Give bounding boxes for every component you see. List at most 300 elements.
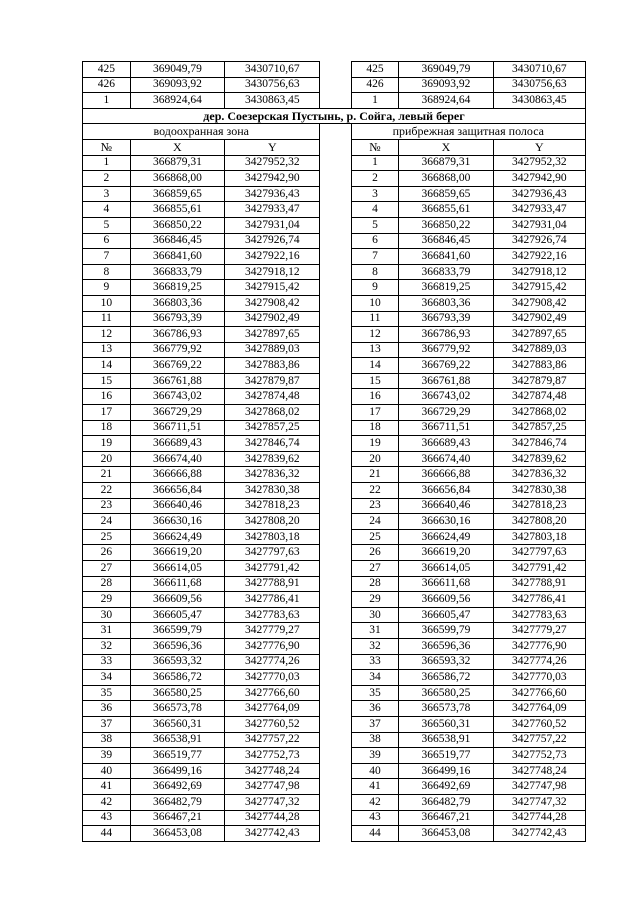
right-point-number: 43 [351, 810, 399, 826]
column-gap [320, 358, 351, 374]
section-title: дер. Соезерская Пустынь, р. Сойга, левый берег [83, 108, 586, 124]
left-point-number: 8 [83, 264, 131, 280]
table-row [83, 420, 586, 436]
left-point-number: 1 [83, 155, 131, 171]
right-x-value: 366879,31 [399, 155, 493, 171]
left-point-number: 3 [83, 186, 131, 202]
right-point-number: 32 [351, 638, 399, 654]
right-y-value: 3427774,26 [493, 654, 585, 670]
left-x-value: 366630,16 [130, 514, 224, 530]
left-point-number: 35 [83, 685, 131, 701]
left-point-number: 5 [83, 217, 131, 233]
right-y-value: 3427808,20 [493, 514, 585, 530]
left-y-value: 3427752,73 [225, 748, 320, 764]
right-x-value: 366868,00 [399, 171, 493, 187]
right-y-value: 3427933,47 [493, 202, 585, 218]
left-zone-caption: водоохранная зона [83, 124, 320, 140]
left-y-value: 3427760,52 [225, 716, 320, 732]
left-point-number: 11 [83, 311, 131, 327]
table-row [83, 280, 586, 296]
column-gap [320, 311, 351, 327]
left-y-value: 3427902,49 [225, 311, 320, 327]
right-point-number: 27 [351, 561, 399, 577]
right-x-value: 366859,65 [399, 186, 493, 202]
right-point-number: 21 [351, 467, 399, 483]
column-gap [320, 93, 351, 109]
right-y-value: 3427818,23 [493, 498, 585, 514]
right-x-value: 366593,32 [399, 654, 493, 670]
left-x-value: 366833,79 [130, 264, 224, 280]
right-x-value: 366453,08 [399, 826, 493, 842]
right-point-number: 23 [351, 498, 399, 514]
column-gap [320, 623, 351, 639]
column-gap [320, 779, 351, 795]
right-point-number: 3 [351, 186, 399, 202]
right-y-value: 3427788,91 [493, 576, 585, 592]
left-point-number: 36 [83, 701, 131, 717]
right-point-number: 35 [351, 685, 399, 701]
column-header-row [83, 139, 586, 155]
table-row [83, 498, 586, 514]
right-y-value: 3427931,04 [493, 217, 585, 233]
left-x-value: 368924,64 [130, 93, 224, 109]
left-y-value: 3427857,25 [225, 420, 320, 436]
left-point-number: 12 [83, 327, 131, 343]
table-row [83, 810, 586, 826]
left-point-number: 41 [83, 779, 131, 795]
right-y-value: 3427748,24 [493, 763, 585, 779]
left-point-number: 34 [83, 670, 131, 686]
right-y-value: 3427846,74 [493, 436, 585, 452]
left-y-value: 3427808,20 [225, 514, 320, 530]
right-y-value: 3430710,67 [493, 62, 585, 78]
left-y-value: 3427933,47 [225, 202, 320, 218]
column-gap [320, 327, 351, 343]
left-x-value: 369049,79 [130, 62, 224, 78]
right-point-number: 36 [351, 701, 399, 717]
table-row [83, 529, 586, 545]
right-y-value: 3427776,90 [493, 638, 585, 654]
left-x-value: 366609,56 [130, 592, 224, 608]
right-x-value: 366779,92 [399, 342, 493, 358]
left-y-value: 3427748,24 [225, 763, 320, 779]
left-point-number: 6 [83, 233, 131, 249]
table-row [83, 514, 586, 530]
right-x-value: 366630,16 [399, 514, 493, 530]
table-row [83, 264, 586, 280]
section-title-row [83, 108, 586, 124]
right-y-value: 3427922,16 [493, 249, 585, 265]
left-x-value: 366599,79 [130, 623, 224, 639]
right-point-number: 12 [351, 327, 399, 343]
column-gap [320, 155, 351, 171]
left-point-number: 9 [83, 280, 131, 296]
left-y-value: 3427952,32 [225, 155, 320, 171]
right-point-number: 20 [351, 451, 399, 467]
column-gap [320, 545, 351, 561]
right-x-value: 366560,31 [399, 716, 493, 732]
column-gap [320, 264, 351, 280]
right-point-number: 7 [351, 249, 399, 265]
column-gap [320, 498, 351, 514]
left-y-value: 3430863,45 [225, 93, 320, 109]
right-point-number: 426 [351, 77, 399, 93]
left-x-value: 366859,65 [130, 186, 224, 202]
left-x-value: 366499,16 [130, 763, 224, 779]
table-row [83, 62, 586, 78]
right-y-value: 3427889,03 [493, 342, 585, 358]
left-y-value: 3427830,38 [225, 483, 320, 499]
right-x-value: 366467,21 [399, 810, 493, 826]
right-x-value: 366609,56 [399, 592, 493, 608]
left-point-number: 19 [83, 436, 131, 452]
left-x-value: 366879,31 [130, 155, 224, 171]
right-y-value: 3427830,38 [493, 483, 585, 499]
table-row [83, 93, 586, 109]
right-y-value: 3427857,25 [493, 420, 585, 436]
left-y-value: 3427879,87 [225, 373, 320, 389]
column-gap [320, 514, 351, 530]
right-point-number: 13 [351, 342, 399, 358]
left-x-value: 366674,40 [130, 451, 224, 467]
right-point-number: 16 [351, 389, 399, 405]
table-row [83, 670, 586, 686]
right-x-value: 369049,79 [399, 62, 493, 78]
right-point-number: 17 [351, 405, 399, 421]
table-row [83, 623, 586, 639]
right-point-number: 37 [351, 716, 399, 732]
left-y-value: 3427818,23 [225, 498, 320, 514]
right-x-value: 368924,64 [399, 93, 493, 109]
column-gap [320, 139, 351, 155]
table-row [83, 732, 586, 748]
table-row [83, 171, 586, 187]
left-point-number: 20 [83, 451, 131, 467]
right-point-number: 39 [351, 748, 399, 764]
right-x-value: 366761,88 [399, 373, 493, 389]
table-row [83, 685, 586, 701]
table-row [83, 654, 586, 670]
left-y-value: 3427757,22 [225, 732, 320, 748]
right-y-value: 3427797,63 [493, 545, 585, 561]
column-gap [320, 373, 351, 389]
right-x-value: 366743,02 [399, 389, 493, 405]
table-row [83, 779, 586, 795]
left-point-number: 1 [83, 93, 131, 109]
right-y-value: 3427752,73 [493, 748, 585, 764]
section-header-group [83, 108, 586, 155]
right-x-value: 366580,25 [399, 685, 493, 701]
left-point-number: 16 [83, 389, 131, 405]
column-gap [320, 794, 351, 810]
left-y-value: 3427868,02 [225, 405, 320, 421]
right-point-number: 26 [351, 545, 399, 561]
table-row [83, 467, 586, 483]
column-gap [320, 467, 351, 483]
left-x-value: 366640,46 [130, 498, 224, 514]
left-x-value: 366841,60 [130, 249, 224, 265]
right-y-value: 3427908,42 [493, 295, 585, 311]
left-point-number: 18 [83, 420, 131, 436]
right-point-number: 30 [351, 607, 399, 623]
right-point-number: 11 [351, 311, 399, 327]
column-gap [320, 701, 351, 717]
right-point-number: 40 [351, 763, 399, 779]
column-gap [320, 451, 351, 467]
left-y-value: 3427766,60 [225, 685, 320, 701]
table-row [83, 436, 586, 452]
left-x-value: 366605,47 [130, 607, 224, 623]
left-point-number: 24 [83, 514, 131, 530]
right-point-number: 5 [351, 217, 399, 233]
left-y-value: 3427874,48 [225, 389, 320, 405]
left-point-number: 2 [83, 171, 131, 187]
right-point-number: 24 [351, 514, 399, 530]
column-gap [320, 233, 351, 249]
left-point-number: 32 [83, 638, 131, 654]
left-y-value: 3427883,86 [225, 358, 320, 374]
right-point-number: 18 [351, 420, 399, 436]
table-row [83, 607, 586, 623]
column-gap [320, 436, 351, 452]
left-x-value: 366492,69 [130, 779, 224, 795]
table-row [83, 405, 586, 421]
left-x-value: 366596,36 [130, 638, 224, 654]
column-gap [320, 62, 351, 78]
right-y-value: 3427936,43 [493, 186, 585, 202]
column-gap [320, 420, 351, 436]
right-x-value: 366624,49 [399, 529, 493, 545]
left-y-value: 3427747,98 [225, 779, 320, 795]
table-row [83, 451, 586, 467]
right-point-number: 8 [351, 264, 399, 280]
column-gap [320, 763, 351, 779]
column-gap [320, 685, 351, 701]
right-x-value: 366611,68 [399, 576, 493, 592]
right-point-number: 15 [351, 373, 399, 389]
right-y-value: 3427770,03 [493, 670, 585, 686]
right-x-value: 366573,78 [399, 701, 493, 717]
right-x-value: 366786,93 [399, 327, 493, 343]
left-x-value: 366850,22 [130, 217, 224, 233]
left-y-value: 3427936,43 [225, 186, 320, 202]
right-y-value: 3427766,60 [493, 685, 585, 701]
right-point-number: 19 [351, 436, 399, 452]
right-point-number: 44 [351, 826, 399, 842]
right-y-value: 3427791,42 [493, 561, 585, 577]
right-x-value: 366640,46 [399, 498, 493, 514]
table-row [83, 576, 586, 592]
left-x-value: 366611,68 [130, 576, 224, 592]
left-point-number: 28 [83, 576, 131, 592]
coordinates-table [82, 61, 586, 842]
right-point-number: 42 [351, 794, 399, 810]
right-x-value: 366596,36 [399, 638, 493, 654]
right-x-value: 366850,22 [399, 217, 493, 233]
left-y-value: 3427922,16 [225, 249, 320, 265]
left-col-y-header: Y [225, 139, 320, 155]
right-point-number: 38 [351, 732, 399, 748]
left-point-number: 426 [83, 77, 131, 93]
right-x-value: 366492,69 [399, 779, 493, 795]
right-point-number: 31 [351, 623, 399, 639]
right-x-value: 366841,60 [399, 249, 493, 265]
right-y-value: 3427879,87 [493, 373, 585, 389]
right-x-value: 366499,16 [399, 763, 493, 779]
left-y-value: 3427942,90 [225, 171, 320, 187]
right-x-value: 369093,92 [399, 77, 493, 93]
table-row [83, 701, 586, 717]
left-point-number: 40 [83, 763, 131, 779]
left-point-number: 33 [83, 654, 131, 670]
column-gap [320, 654, 351, 670]
left-y-value: 3427846,74 [225, 436, 320, 452]
table-row [83, 389, 586, 405]
left-x-value: 366453,08 [130, 826, 224, 842]
left-col-number-header: № [83, 139, 131, 155]
table-row [83, 186, 586, 202]
left-x-value: 366803,36 [130, 295, 224, 311]
right-y-value: 3427786,41 [493, 592, 585, 608]
left-y-value: 3427788,91 [225, 576, 320, 592]
table-row [83, 155, 586, 171]
top-rows-group [83, 62, 586, 109]
right-y-value: 3427742,43 [493, 826, 585, 842]
right-x-value: 366674,40 [399, 451, 493, 467]
left-point-number: 22 [83, 483, 131, 499]
right-point-number: 10 [351, 295, 399, 311]
right-point-number: 22 [351, 483, 399, 499]
right-y-value: 3427918,12 [493, 264, 585, 280]
right-y-value: 3427874,48 [493, 389, 585, 405]
column-gap [320, 592, 351, 608]
table-row [83, 716, 586, 732]
table-row [83, 592, 586, 608]
right-y-value: 3430756,63 [493, 77, 585, 93]
left-x-value: 366793,39 [130, 311, 224, 327]
left-point-number: 38 [83, 732, 131, 748]
table-row [83, 483, 586, 499]
column-gap [320, 249, 351, 265]
right-point-number: 25 [351, 529, 399, 545]
left-y-value: 3427797,63 [225, 545, 320, 561]
right-x-value: 366656,84 [399, 483, 493, 499]
left-point-number: 21 [83, 467, 131, 483]
right-x-value: 366519,77 [399, 748, 493, 764]
right-point-number: 4 [351, 202, 399, 218]
column-gap [320, 483, 351, 499]
left-x-value: 366769,22 [130, 358, 224, 374]
column-gap [320, 826, 351, 842]
right-x-value: 366605,47 [399, 607, 493, 623]
right-y-value: 3427902,49 [493, 311, 585, 327]
table-row [83, 826, 586, 842]
right-y-value: 3427747,98 [493, 779, 585, 795]
left-y-value: 3427889,03 [225, 342, 320, 358]
column-gap [320, 638, 351, 654]
column-gap [320, 280, 351, 296]
column-gap [320, 295, 351, 311]
right-x-value: 366855,61 [399, 202, 493, 218]
right-x-value: 366729,29 [399, 405, 493, 421]
left-point-number: 44 [83, 826, 131, 842]
right-x-value: 366666,88 [399, 467, 493, 483]
zone-captions-row [83, 124, 586, 140]
column-gap [320, 77, 351, 93]
right-x-value: 366482,79 [399, 794, 493, 810]
left-point-number: 42 [83, 794, 131, 810]
left-x-value: 366761,88 [130, 373, 224, 389]
left-y-value: 3427776,90 [225, 638, 320, 654]
left-point-number: 425 [83, 62, 131, 78]
table-row [83, 202, 586, 218]
left-x-value: 366519,77 [130, 748, 224, 764]
table-row [83, 373, 586, 389]
column-gap [320, 529, 351, 545]
right-col-number-header: № [351, 139, 399, 155]
right-y-value: 3430863,45 [493, 93, 585, 109]
column-gap [320, 171, 351, 187]
left-point-number: 25 [83, 529, 131, 545]
right-y-value: 3427783,63 [493, 607, 585, 623]
table-row [83, 77, 586, 93]
right-y-value: 3427757,22 [493, 732, 585, 748]
column-gap [320, 202, 351, 218]
right-x-value: 366599,79 [399, 623, 493, 639]
right-y-value: 3427926,74 [493, 233, 585, 249]
right-point-number: 6 [351, 233, 399, 249]
table-row [83, 217, 586, 233]
table-row [83, 794, 586, 810]
table-row [83, 763, 586, 779]
coordinate-rows-group [83, 155, 586, 841]
right-y-value: 3427897,65 [493, 327, 585, 343]
right-x-value: 366769,22 [399, 358, 493, 374]
right-point-number: 41 [351, 779, 399, 795]
left-x-value: 366586,72 [130, 670, 224, 686]
table-row [83, 233, 586, 249]
left-y-value: 3427803,18 [225, 529, 320, 545]
left-y-value: 3427779,27 [225, 623, 320, 639]
left-point-number: 17 [83, 405, 131, 421]
right-x-value: 366711,51 [399, 420, 493, 436]
column-gap [320, 186, 351, 202]
column-gap [320, 389, 351, 405]
left-x-value: 366743,02 [130, 389, 224, 405]
right-y-value: 3427839,62 [493, 451, 585, 467]
column-gap [320, 748, 351, 764]
right-y-value: 3427915,42 [493, 280, 585, 296]
left-x-value: 366482,79 [130, 794, 224, 810]
left-y-value: 3427926,74 [225, 233, 320, 249]
left-y-value: 3430710,67 [225, 62, 320, 78]
right-x-value: 366689,43 [399, 436, 493, 452]
right-x-value: 366803,36 [399, 295, 493, 311]
left-x-value: 366846,45 [130, 233, 224, 249]
right-point-number: 9 [351, 280, 399, 296]
left-point-number: 43 [83, 810, 131, 826]
right-y-value: 3427779,27 [493, 623, 585, 639]
left-x-value: 366656,84 [130, 483, 224, 499]
right-point-number: 1 [351, 155, 399, 171]
right-x-value: 366833,79 [399, 264, 493, 280]
left-y-value: 3427783,63 [225, 607, 320, 623]
left-point-number: 26 [83, 545, 131, 561]
table-row [83, 561, 586, 577]
left-point-number: 29 [83, 592, 131, 608]
right-x-value: 366586,72 [399, 670, 493, 686]
left-x-value: 366779,92 [130, 342, 224, 358]
